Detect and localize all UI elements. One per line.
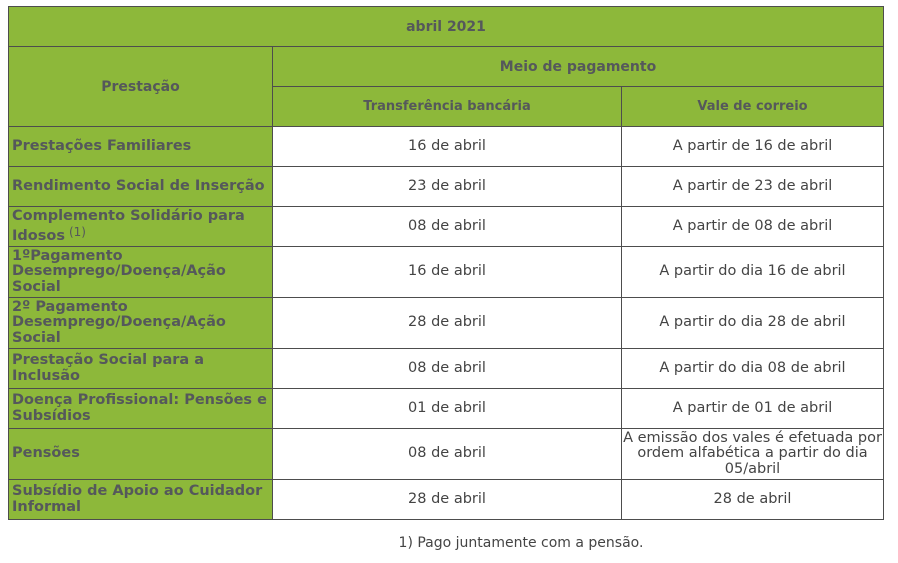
bank-transfer-date: 16 de abril [273,247,622,298]
postal-voucher-date: A partir de 23 de abril [622,167,884,207]
footnote-marker: (1) [68,224,86,239]
footnote: 1) Pago juntamente com a pensão. [398,535,644,551]
benefit-name: 2º Pagamento Desemprego/Doença/Ação Social [12,298,226,346]
payment-method-header: Meio de pagamento [273,47,884,87]
table-row [9,389,884,429]
bank-transfer-date: 01 de abril [273,389,622,429]
benefit-name-cell [9,167,273,207]
table-row [9,349,884,389]
benefit-name-cell [9,127,273,167]
benefit-name-cell [9,349,273,389]
postal-voucher-date: A partir de 01 de abril [622,389,884,429]
benefit-name: 1ºPagamento Desemprego/Doença/Ação Social [12,247,226,295]
benefit-name-cell [9,247,273,298]
benefit-column-header: Prestação [9,47,273,127]
benefit-name: Doença Profissional: Pensões e Subsídios [12,392,267,424]
table-row [9,429,884,480]
bank-transfer-date: 28 de abril [273,480,622,520]
table-row [9,298,884,349]
table-row [9,480,884,520]
bank-transfer-date: 08 de abril [273,207,622,247]
postal-voucher-date: A partir do dia 16 de abril [622,247,884,298]
postal-voucher-date: A emissão dos vales é efetuada por ordem alfabética a partir do dia 05/abril [622,429,884,480]
postal-voucher-date: 28 de abril [622,480,884,520]
postal-voucher-date: A partir do dia 28 de abril [622,298,884,349]
table-row [9,207,884,247]
benefit-name: Prestação Social para a Inclusão [12,352,205,384]
bank-transfer-date: 08 de abril [273,349,622,389]
benefit-name: Subsídio de Apoio ao Cuidador Informal [12,483,263,515]
postal-voucher-header: Vale de correio [622,87,884,127]
payment-schedule-table [8,6,884,520]
benefit-name: Prestações Familiares [12,137,192,154]
bank-transfer-date: 08 de abril [273,429,622,480]
table-row [9,247,884,298]
benefit-name-cell [9,429,273,480]
benefit-name: Complemento Solidário para Idosos [12,208,245,244]
benefit-name-cell [9,389,273,429]
bank-transfer-date: 23 de abril [273,167,622,207]
benefit-name: Rendimento Social de Inserção [12,177,265,194]
table-body [9,127,884,520]
period-header: abril 2021 [9,7,884,47]
table-row [9,127,884,167]
bank-transfer-date: 28 de abril [273,298,622,349]
postal-voucher-date: A partir de 16 de abril [622,127,884,167]
table-row [9,167,884,207]
bank-transfer-header: Transferência bancária [273,87,622,127]
postal-voucher-date: A partir de 08 de abril [622,207,884,247]
bank-transfer-date: 16 de abril [273,127,622,167]
benefit-name-cell [9,480,273,520]
postal-voucher-date: A partir do dia 08 de abril [622,349,884,389]
benefit-name: Pensões [12,445,80,462]
benefit-name-cell [9,207,273,247]
benefit-name-cell [9,298,273,349]
